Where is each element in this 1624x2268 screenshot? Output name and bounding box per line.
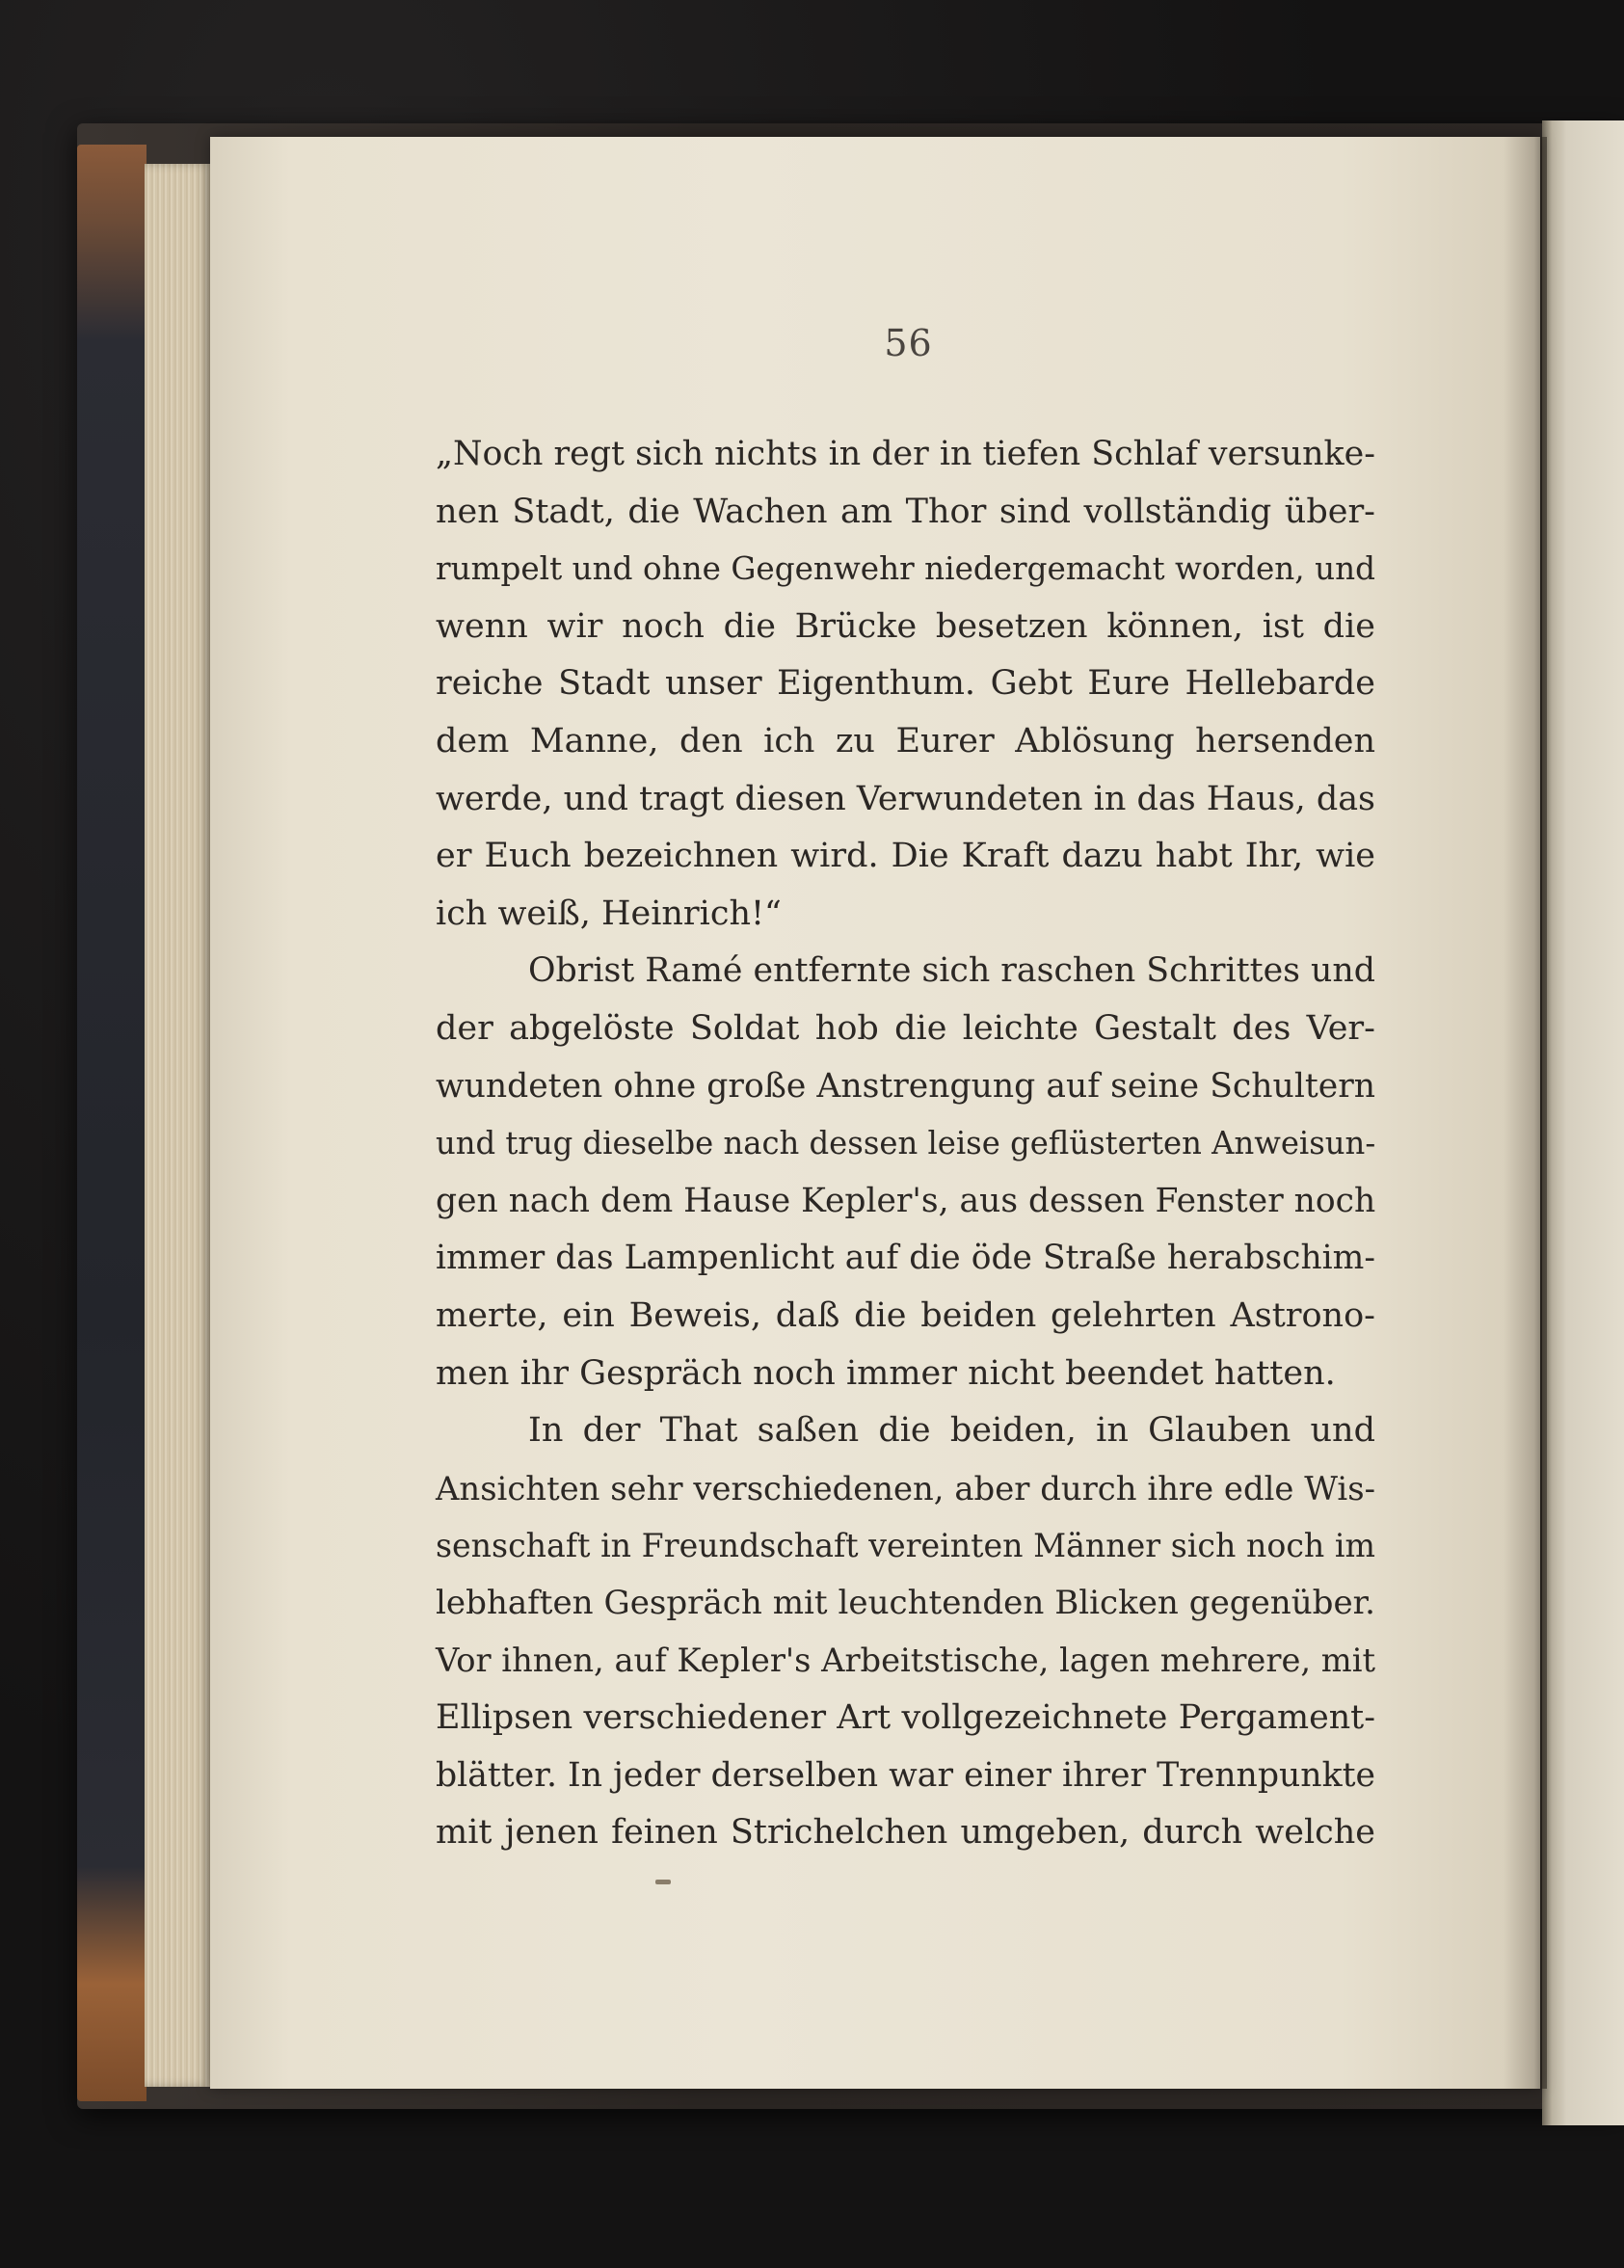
text-line: mit jenen feinen Strichelchen umgeben, durch welche — [436, 1813, 1375, 1853]
body-text — [436, 426, 1375, 1862]
text-line: merte, ein Beweis, daß die beiden gelehrten Astrono- — [436, 1295, 1375, 1335]
text-line: immer das Lampenlicht auf die öde Straße herabschim- — [436, 1239, 1375, 1278]
text-line: ich weiß, Heinrich!“ — [436, 894, 782, 933]
text-line: rumpelt und ohne Gegenwehr niedergemacht worden, und — [436, 550, 1375, 588]
book-spine-edge — [77, 145, 146, 2101]
text-line: wenn wir noch die Brücke besetzen können, ist die — [436, 606, 1375, 646]
text-line: blätter. In jeder derselben war einer ihrer Trennpunkte — [436, 1755, 1375, 1795]
text-line: der abgelöste Soldat hob die leichte Gestalt des Ver- — [436, 1008, 1375, 1048]
text-line: dem Manne, den ich zu Eurer Ablösung hersenden — [436, 721, 1375, 760]
text-line: „Noch regt sich nichts in der in tiefen Schlaf versunke- — [436, 435, 1375, 473]
text-line: nen Stadt, die Wachen am Thor sind vollständig über- — [436, 492, 1375, 531]
text-line: men ihr Gespräch noch immer nicht beendet hatten. — [436, 1353, 1336, 1393]
text-line: Ansichten sehr verschiedenen, aber durch ihre edle Wis- — [436, 1469, 1375, 1508]
text-line: gen nach dem Hause Kepler's, aus dessen Fenster noch — [436, 1181, 1376, 1220]
text-line: werde, und tragt diesen Verwundeten in das Haus, das — [436, 779, 1375, 818]
text-line: reiche Stadt unser Eigenthum. Gebt Eure Hellebarde — [436, 664, 1375, 704]
text-line: senschaft in Freundschaft vereinten Männer sich noch im — [436, 1527, 1375, 1565]
text-line: wundeten ohne große Anstrengung auf seine Schultern — [436, 1066, 1375, 1106]
text-line: Obrist Ramé entfernte sich raschen Schrittes und — [528, 951, 1376, 991]
text-line: und trug dieselbe nach dessen leise geflüsterten Anweisun- — [436, 1125, 1376, 1162]
page-number: 56 — [884, 322, 933, 364]
text-line: Vor ihnen, auf Kepler's Arbeitstische, lagen mehrere, mit — [436, 1641, 1376, 1680]
text-line: In der That saßen die beiden, in Glauben und — [528, 1411, 1375, 1451]
text-line: lebhaften Gespräch mit leuchtenden Blicken gegenüber. — [436, 1583, 1375, 1622]
gutter-shadow — [1504, 137, 1547, 2089]
text-line: Ellipsen verschiedener Art vollgezeichnete Pergament- — [436, 1698, 1375, 1738]
text-line: er Euch bezeichnen wird. Die Kraft dazu habt Ihr, wie — [436, 837, 1375, 876]
page-stack — [145, 164, 212, 2087]
paper-fleck — [655, 1880, 671, 1884]
facing-page — [1542, 120, 1624, 2125]
